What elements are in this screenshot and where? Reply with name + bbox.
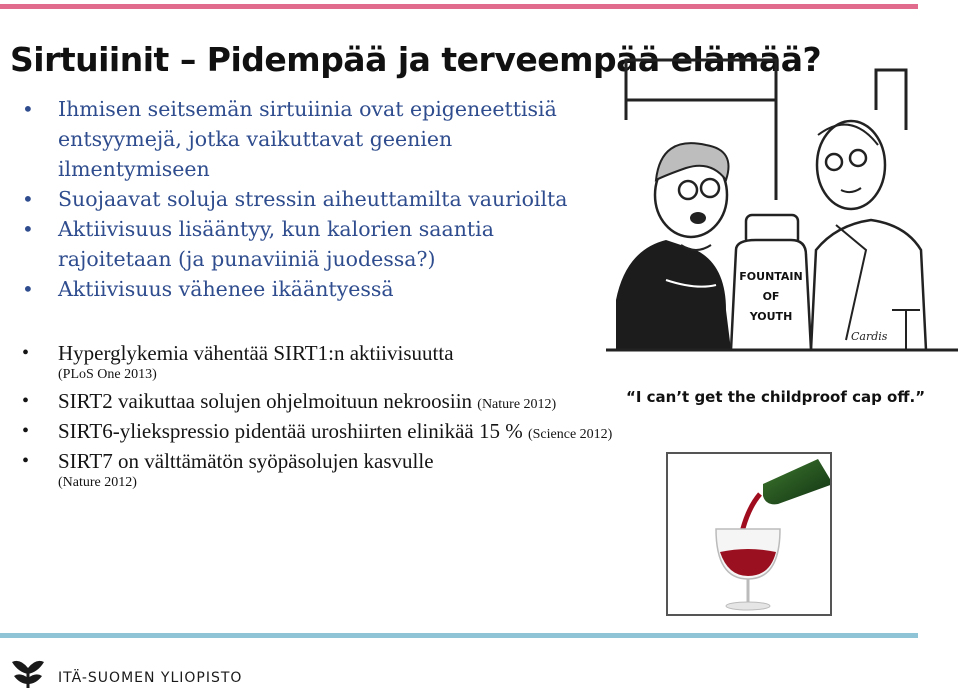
bullet-dot-icon: • xyxy=(22,217,34,241)
bullet-item xyxy=(20,214,610,274)
man-figure xyxy=(811,121,926,350)
bullet-text: Aktiivisuus vähenee ikääntyessä xyxy=(58,277,394,301)
bullet-item xyxy=(20,94,610,184)
bullet-dot-icon: • xyxy=(22,342,30,364)
bullet-dot-icon: • xyxy=(22,97,34,121)
university-name: ITÄ-SUOMEN YLIOPISTO xyxy=(58,670,243,686)
research-reference: (Science 2012) xyxy=(527,427,613,442)
research-text: SIRT6-yliekspressio pidentää uroshiirten elinikää 15 % xyxy=(58,419,523,443)
wine-glass-icon xyxy=(668,454,830,614)
bottle-label: YOUTH xyxy=(749,310,793,323)
bottle-label: OF xyxy=(762,290,780,303)
woman-figure xyxy=(616,143,731,350)
slide-title: Sirtuiinit – Pidempää ja terveempää elämää? xyxy=(10,40,822,79)
bullet-dot-icon: • xyxy=(22,450,30,472)
research-list xyxy=(20,338,620,494)
bullet-text: Ihmisen seitsemän sirtuiinia ovat epigeneettisiä entsyymejä, jotka vaikuttavat geenien ilmentymiseen xyxy=(58,97,557,181)
wine-photo xyxy=(666,452,832,616)
research-item xyxy=(20,386,620,416)
research-item xyxy=(20,338,620,386)
research-item xyxy=(20,446,620,494)
research-reference: (Nature 2012) xyxy=(58,475,137,490)
bullet-list xyxy=(20,94,610,304)
bottle xyxy=(731,215,811,350)
cartoon-illustration xyxy=(606,50,958,420)
bullet-dot-icon: • xyxy=(22,420,30,442)
research-text: SIRT7 on välttämätön syöpäsolujen kasvulle xyxy=(58,449,434,473)
university-logo-icon xyxy=(10,654,46,690)
bottle-label: FOUNTAIN xyxy=(739,270,803,283)
research-text: Hyperglykemia vähentää SIRT1:n aktiivisuutta xyxy=(58,341,454,365)
cartoon-signature: Cardis xyxy=(851,330,888,343)
cartoon-caption: “I can’t get the childproof cap off.” xyxy=(626,388,926,406)
research-text: SIRT2 vaikuttaa solujen ohjelmoituun nekroosiin xyxy=(58,389,473,413)
bullet-text: Aktiivisuus lisääntyy, kun kalorien saantia rajoitetaan (ja punaviiniä juodessa?) xyxy=(58,217,494,271)
bullet-item xyxy=(20,184,610,214)
top-accent-bar xyxy=(0,4,918,9)
research-item xyxy=(20,416,620,446)
bullet-dot-icon: • xyxy=(22,187,34,211)
bullet-text: Suojaavat soluja stressin aiheuttamilta vaurioilta xyxy=(58,187,568,211)
bottom-accent-bar xyxy=(0,633,918,638)
bullet-dot-icon: • xyxy=(22,277,34,301)
research-reference: (Nature 2012) xyxy=(477,397,557,412)
research-reference: (PLoS One 2013) xyxy=(58,367,157,382)
bullet-dot-icon: • xyxy=(22,390,30,412)
bullet-item xyxy=(20,274,610,304)
